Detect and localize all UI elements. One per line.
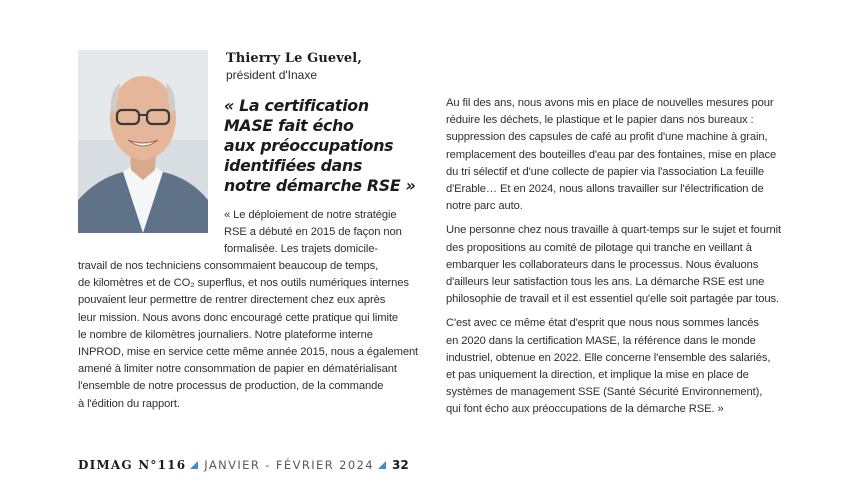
text-line: industriel, obtenue en 2022. Elle concerne l'ensemble des salariés, [446,351,771,364]
pull-quote-line: « La certification [224,96,369,115]
text-line: à l'édition du rapport. [78,397,180,410]
text-line: embarquer les collaborateurs dans le processus. Nous évaluons [446,258,759,271]
paragraph-1 [446,95,786,215]
text-line: qui font écho aux préoccupations de la démarche RSE. » [446,403,724,416]
text-line: d'ailleurs leur satisfaction tous les ans. La démarche RSE est une [446,276,765,289]
left-column-body [78,258,418,413]
paragraph-3 [446,315,786,418]
text-line: l'ensemble de notre processus de production, de la commande [78,380,384,393]
text-line: « Le déploiement de notre stratégie [224,209,397,221]
text-line: des propositions au comité de pilotage qui tranche en veillant à [446,241,752,254]
triangle-separator-icon [378,461,386,469]
text-line: Une personne chez nous travaille à quart-temps sur le sujet et fournit [446,224,782,237]
pull-quote-line: aux préoccupations [224,136,394,155]
left-column-intro [224,207,418,259]
paragraph-2 [446,222,786,308]
text-line: systèmes de management SSE (Santé Sécurité Environnement), [446,386,763,399]
pull-quote-line: identifiées dans [224,156,363,175]
right-column [446,95,786,419]
text-line: amené à limiter notre consommation de papier en dématérialisant [78,363,397,376]
text-line: réduire les déchets, le plastique et le papier dans nos bureaux : [446,114,754,127]
issue-date: JANVIER - FÉVRIER 2024 [204,458,375,472]
text-line: le nombre de kilomètres journaliers. Notre plateforme interne [78,328,373,341]
author-portrait [78,50,208,233]
text-line: pouvaient leur permettre de rentrer directement chez eux après [78,294,386,307]
text-line: travail de nos techniciens consommaient beaucoup de temps, [78,260,379,272]
text-line: INPROD, mise en service cette même année 2015, nous a également [78,346,419,359]
text-line: du tri sélectif et d'une collecte de papier via l'association La feuille [446,165,764,178]
page-number: 32 [392,458,409,472]
text-line: leur mission. Nous avons donc encouragé cette pratique qui limite [78,311,398,324]
pull-quote [224,96,434,196]
author-role: président d'Inaxe [226,68,318,82]
paragraph-spacer [446,215,786,222]
text-line: C'est avec ce même état d'esprit que nous nous sommes lancés [446,317,759,330]
magazine-title: DIMAG N°116 [78,458,187,472]
text-line: suppression des capsules de café au profit d'une machine à grain, [446,131,768,144]
text-line: d'Erable… Et en 2024, nous allons travailler sur l'électrification de [446,183,764,196]
paragraph-spacer [446,308,786,315]
text-line: et pas uniquement la direction, et implique la mise en place de [446,369,749,382]
text-line: en 2020 dans la certification MASE, la référence dans le monde [446,334,756,347]
text-line: notre parc auto. [446,200,523,213]
text-line: remplacement des bouteilles d'eau par des fontaines, mise en place [446,148,777,161]
triangle-separator-icon [190,461,198,469]
text-line: formalisée. Les trajets domicile- [224,243,379,256]
author-name: Thierry Le Guevel, [226,51,362,66]
text-line: RSE a débuté en 2015 de façon non [224,226,402,239]
text-line: de kilomètres et de CO₂ superflus, et nos outils numériques internes [78,277,409,290]
page-footer [78,458,409,472]
text-line: philosophie de travail et il est essentiel qu'elle soit partagée par tous. [446,293,780,306]
pull-quote-line: notre démarche RSE » [224,176,416,195]
text-line: Au fil des ans, nous avons mis en place de nouvelles mesures pour [446,97,774,109]
pull-quote-line: MASE fait écho [224,116,354,135]
